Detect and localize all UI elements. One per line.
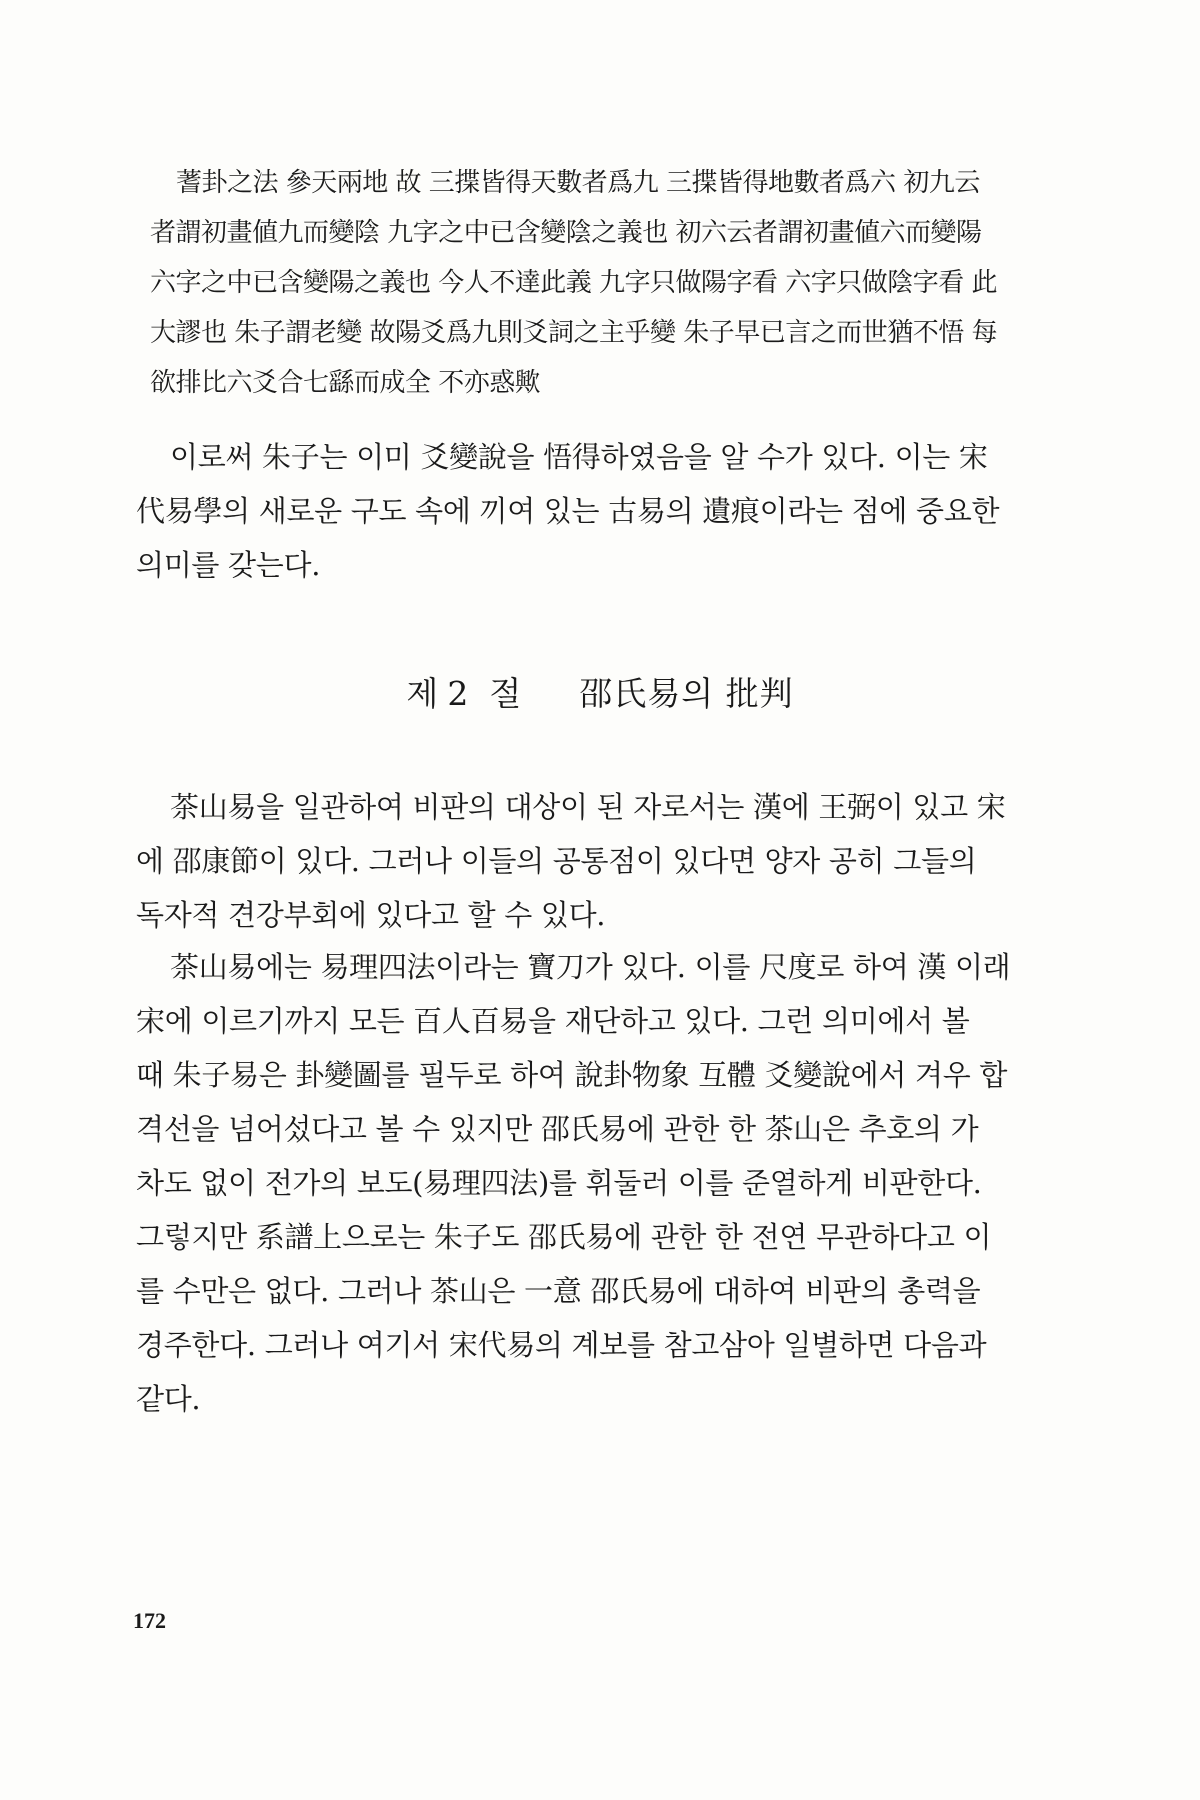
section-title-text: 邵氏易의 批判 [579,674,794,713]
section-number: 2 [447,674,470,713]
classical-chinese-quotation [150,158,1040,408]
page-number: 172 [133,1608,166,1633]
paragraph-line: 때 朱子易은 卦變圖를 필두로 하여 說卦物象 互體 爻變說에서 겨우 합 [136,1058,1008,1092]
section-prefix: 제 [406,674,440,713]
paragraph-line: 격선을 넘어섰다고 볼 수 있지만 邵氏易에 관한 한 茶山은 추호의 가 [136,1112,979,1146]
quotation-line: 大謬也 朱子謂老變 故陽爻爲九則爻詞之主乎變 朱子早已言之而世猶不悟 每 [150,318,998,348]
paragraph-line: 이로써 朱子는 이미 爻變說을 悟得하였음을 알 수가 있다. 이는 宋 [170,440,988,474]
paragraph-zhuxi-yaobian [136,430,1036,592]
paragraph-line: 그렇지만 系譜上으로는 朱子도 邵氏易에 관한 한 전연 무관하다고 이 [136,1220,992,1254]
section-suffix: 절 [489,674,523,713]
paragraph-line: 같다. [136,1382,201,1416]
paragraph-line: 茶山易에는 易理四法이라는 寶刀가 있다. 이를 尺度로 하여 漢 이래 [170,950,1011,984]
quotation-line: 蓍卦之法 參天兩地 故 三揲皆得天數者爲九 三揲皆得地數者爲六 初九云 [176,168,980,198]
paragraph-line: 차도 없이 전가의 보도(易理四法)를 휘둘러 이를 준열하게 비판한다. [136,1166,982,1200]
paragraph-line: 에 邵康節이 있다. 그러나 이들의 공통점이 있다면 양자 공히 그들의 [136,844,977,878]
paragraph-line: 경주한다. 그러나 여기서 宋代易의 계보를 참고삼아 일별하면 다음과 [136,1328,987,1362]
section-heading [0,668,1200,715]
paragraph-line: 독자적 견강부회에 있다고 할 수 있다. [136,898,606,932]
quotation-line: 者謂初畫値九而變陰 九字之中已含變陰之義也 初六云者謂初畫値六而變陽 [150,218,982,248]
paragraph-yili-sifa [136,940,1036,1426]
paragraph-line: 의미를 갖는다. [136,548,321,582]
quotation-line: 欲排比六爻合七繇而成全 不亦惑歟 [150,368,541,398]
paragraph-line: 茶山易을 일관하여 비판의 대상이 된 자로서는 漢에 王弼이 있고 宋 [170,790,1006,824]
quotation-line: 六字之中已含變陽之義也 今人不達此義 九字只做陽字看 六字只做陰字看 此 [150,268,998,298]
paragraph-critique-targets [136,780,1036,942]
paragraph-line: 를 수만은 없다. 그러나 茶山은 一意 邵氏易에 대하여 비판의 총력을 [136,1274,981,1308]
paragraph-line: 宋에 이르기까지 모든 百人百易을 재단하고 있다. 그런 의미에서 볼 [136,1004,970,1038]
paragraph-line: 代易學의 새로운 구도 속에 끼여 있는 古易의 遺痕이라는 점에 중요한 [136,494,1000,528]
